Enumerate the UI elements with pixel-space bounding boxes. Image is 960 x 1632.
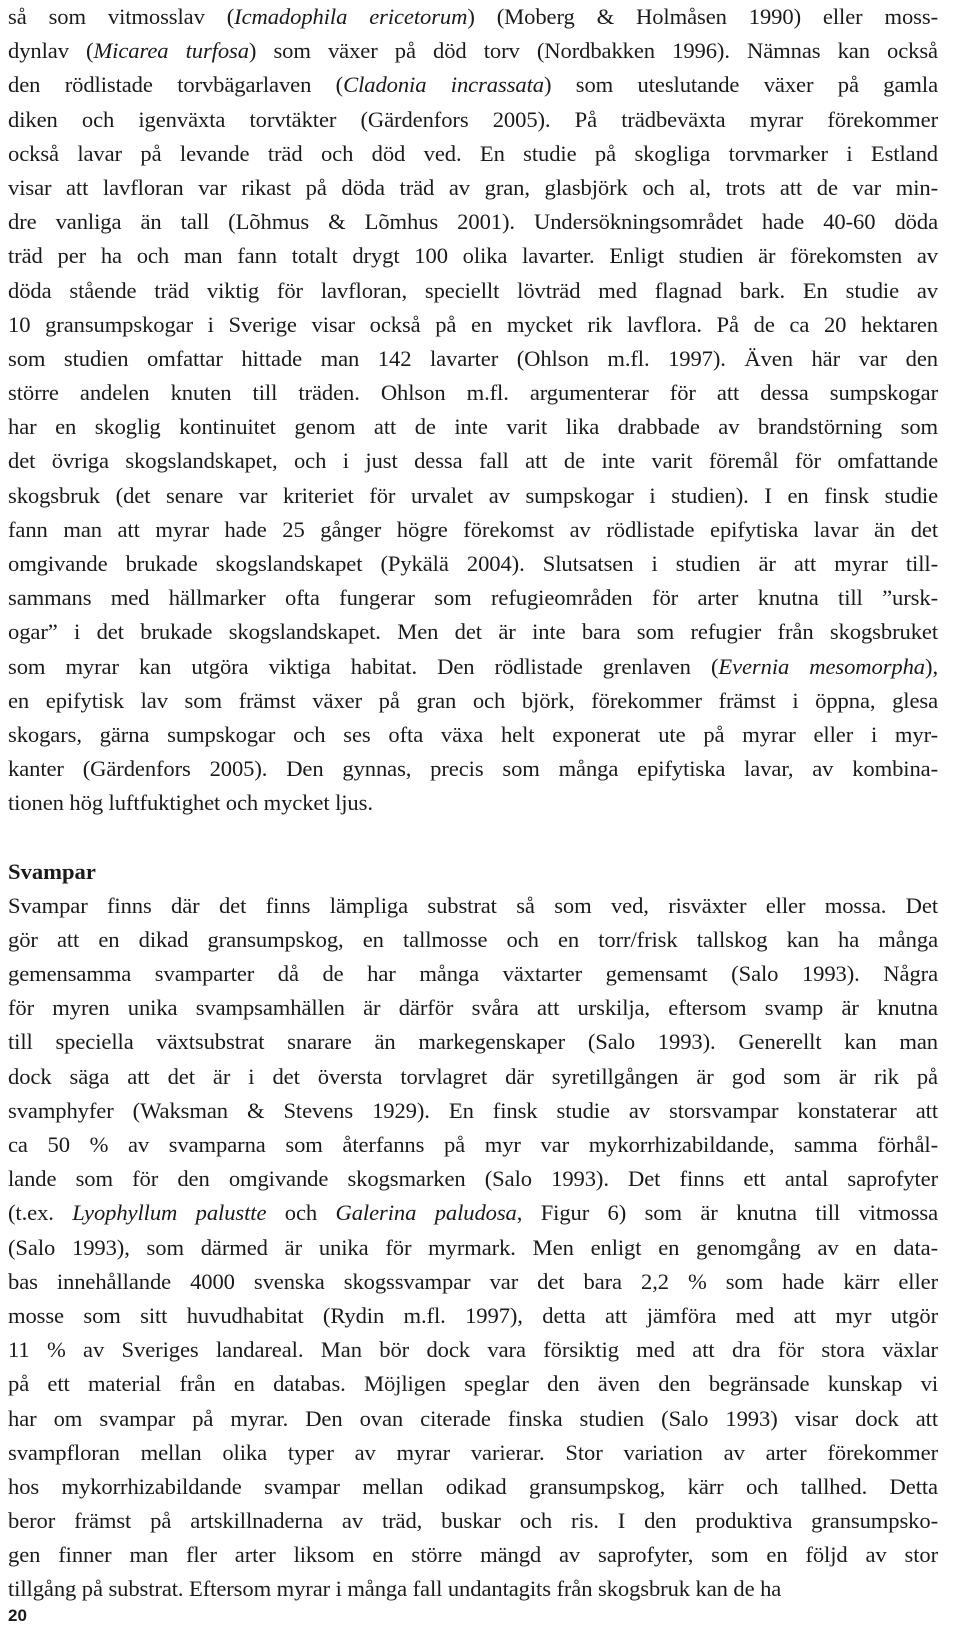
text-line: för myren unika svampsamhällen är därför svåra att urskilja, eftersom svamp är knutna — [8, 995, 938, 1021]
text-line: skogsbruk (det senare var kriteriet för urvalet av sumpskogar i studien). I en finsk studie — [8, 482, 938, 508]
text-line: skogars, gärna sumpskogar och ses ofta växa helt exponerat ute på myrar eller i myr- — [8, 721, 938, 747]
text-line: tillgång på substrat. Eftersom myrar i många fall undantagits från skogsbruk kan de ha — [8, 1576, 782, 1602]
text-line: större andelen knuten till träden. Ohlson m.fl. argumenterar för att dessa sumpskogar — [8, 380, 938, 406]
text-line: omgivande brukade skogslandskapet (Pykälä 2004). Slutsatsen i studien är att myrar till- — [8, 551, 938, 576]
text-line: dynlav (Micarea turfosa) som växer på död torv (Nordbakken 1996). Nämnas kan också — [8, 38, 938, 64]
text-line: ogar” i det brukade skogslandskapet. Men det är inte bara som refugier från skogsbruket — [8, 619, 938, 645]
text-line: så som vitmosslav (Icmadophila ericetorum) (Moberg & Holmåsen 1990) eller moss- — [8, 4, 938, 29]
text-line: diken och igenväxta torvtäkter (Gärdenfors 2005). På trädbeväxta myrar förekommer — [8, 106, 938, 132]
text-line: ca 50 % av svamparna som återfanns på myr var mykorrhizabildande, samma förhål- — [8, 1132, 938, 1157]
text-line: hos mykorrhizabildande svampar mellan odikad gransumpskog, kärr och tallhed. Detta — [8, 1473, 938, 1499]
text-line: till speciella växtsubstrat snarare än markegenskaper (Salo 1993). Generellt kan man — [8, 1029, 938, 1055]
text-line: visar att lavfloran var rikast på döda träd av gran, glasbjörk och al, trots att de var min- — [8, 174, 938, 200]
text-line: lande som för den omgivande skogsmarken (Salo 1993). Det finns ett antal saprofyter — [8, 1166, 938, 1192]
text-line: döda stående träd viktig för lavfloran, speciellt lövträd med flagnad bark. En studie av — [8, 277, 938, 303]
page-number: 20 — [8, 1606, 27, 1625]
text-line: Svampar finns där det finns lämpliga substrat så som ved, risväxter eller mossa. Det — [8, 892, 938, 918]
text-line: (Salo 1993), som därmed är unika för myrmark. Men enligt en genomgång av en data- — [8, 1234, 938, 1260]
text-line: gemensamma svamparter då de har många växtarter gemensamt (Salo 1993). Några — [8, 961, 938, 987]
text-line: mosse som sitt huvudhabitat (Rydin m.fl. 1997), detta att jämföra med att myr utgör — [8, 1302, 938, 1328]
text-line: svamphyfer (Waksman & Stevens 1929). En finsk studie av storsvampar konstaterar att — [8, 1097, 938, 1123]
body-text — [8, 0, 938, 1607]
text-line: har en skoglig kontinuitet genom att de inte varit lika drabbade av brandstörning som — [8, 414, 938, 440]
text-line: det övriga skogslandskapet, och i just dessa fall att de inte varit föremål för omfattande — [8, 448, 938, 474]
text-line: sammans med hällmarker ofta fungerar som refugieområden för arter knutna till ”ursk- — [8, 585, 938, 611]
paragraph-svampar — [8, 889, 938, 1607]
text-line: på ett material från en databas. Möjligen speglar den även den begränsade kunskap vi — [8, 1371, 938, 1397]
paragraph-lavar — [8, 0, 938, 821]
text-line: kanter (Gärdenfors 2005). Den gynnas, precis som många epifytiska lavar, av kombina- — [8, 756, 938, 782]
text-line: svampfloran mellan olika typer av myrar varierar. Stor variation av arter förekommer — [8, 1439, 938, 1465]
text-line: 10 gransumpskogar i Sverige visar också på en mycket rik lavflora. På de ca 20 hektaren — [8, 311, 938, 337]
text-line: dock säga att det är i det översta torvlagret där syretillgången är god som är rik på — [8, 1063, 938, 1089]
text-line: träd per ha och man fann totalt drygt 100 olika lavarter. Enligt studien är förekomsten av — [8, 243, 938, 269]
text-line: gen finner man fler arter liksom en större mängd av saprofyter, som en följd av stor — [8, 1542, 938, 1568]
text-line: som studien omfattar hittade man 142 lavarter (Ohlson m.fl. 1997). Även här var den — [8, 345, 938, 371]
text-line: också lavar på levande träd och död ved. En studie på skogliga torvmarker i Estland — [8, 140, 938, 166]
text-line: den rödlistade torvbägarlaven (Cladonia incrassata) som uteslutande växer på gamla — [8, 72, 938, 98]
text-line: 11 % av Sveriges landareal. Man bör dock vara försiktig med att dra för stora växlar — [8, 1337, 938, 1363]
text-line: gör att en dikad gransumpskog, en tallmosse och en torr/frisk tallskog kan ha många — [8, 926, 938, 952]
text-line: bas innehållande 4000 svenska skogssvampar var det bara 2,2 % som hade kärr eller — [8, 1268, 938, 1294]
text-line: har om svampar på myrar. Den ovan citerade finska studien (Salo 1993) visar dock att — [8, 1405, 938, 1431]
text-line: beror främst på artskillnaderna av träd, buskar och ris. I den produktiva gransumpsko- — [8, 1508, 938, 1534]
section-heading-svampar: Svampar — [8, 858, 96, 884]
text-line: tionen hög luftfuktighet och mycket ljus. — [8, 790, 373, 816]
text-line: dre vanliga än tall (Lõhmus & Lõmhus 2001). Undersökningsområdet hade 40-60 döda — [8, 209, 938, 235]
text-line: som myrar kan utgöra viktiga habitat. Den rödlistade grenlaven (Evernia mesomorpha), — [8, 653, 938, 679]
text-line: en epifytisk lav som främst växer på gran och björk, förekommer främst i öppna, glesa — [8, 687, 938, 713]
text-line: fann man att myrar hade 25 gånger högre förekomst av rödlistade epifytiska lavar än det — [8, 516, 938, 542]
text-line: (t.ex. Lyophyllum palustte och Galerina paludosa, Figur 6) som är knutna till vitmossa — [8, 1200, 939, 1226]
